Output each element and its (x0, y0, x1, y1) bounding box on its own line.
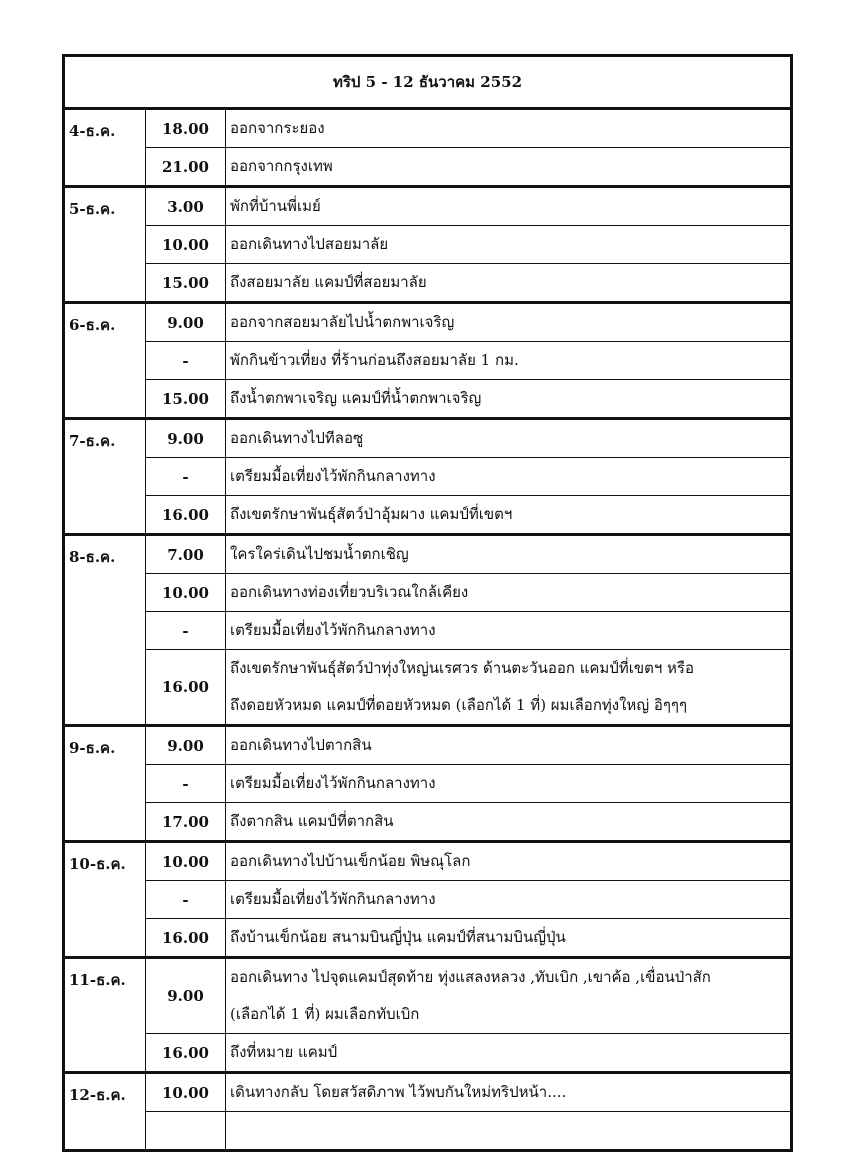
entry-time: 21.00 (146, 148, 226, 187)
day-date: 6-ธ.ค. (64, 303, 146, 419)
entry-time: 16.00 (146, 496, 226, 535)
entry-time: - (146, 458, 226, 496)
entry-time: 9.00 (146, 726, 226, 765)
entry-time: 16.00 (146, 919, 226, 958)
entry-time: 15.00 (146, 264, 226, 303)
schedule-row (64, 1034, 792, 1073)
entry-time: - (146, 612, 226, 650)
activity-line: ถึงน้ำตกพาเจริญ แคมป์ที่น้ำตกพาเจริญ (230, 389, 482, 407)
day-date: 4-ธ.ค. (64, 109, 146, 187)
entry-activity (226, 1112, 792, 1151)
entry-time: 10.00 (146, 1073, 226, 1112)
activity-line: ใครใคร่เดินไปชมน้ำตกเชิญ (230, 545, 409, 563)
entry-time: 10.00 (146, 842, 226, 881)
activity-line: ออกเดินทางไปทีลอซู (230, 429, 364, 447)
schedule-row (64, 881, 792, 919)
schedule-row (64, 1073, 792, 1112)
schedule-row (64, 842, 792, 881)
activity-line: ออกจากระยอง (230, 119, 325, 137)
entry-time: 9.00 (146, 303, 226, 342)
schedule-row (64, 650, 792, 726)
schedule-row (64, 765, 792, 803)
activity-line: ออกเดินทาง ไปจุดแคมป์สุดท้าย ทุ่งแสลงหลวง ,ทับเบิก ,เขาค้อ ,เขื่อนป่าสัก (230, 968, 711, 986)
schedule-row (64, 958, 792, 1034)
entry-time (146, 1112, 226, 1151)
entry-activity (226, 1034, 792, 1073)
entry-activity (226, 881, 792, 919)
entry-activity (226, 726, 792, 765)
entry-activity (226, 380, 792, 419)
day-date: 10-ธ.ค. (64, 842, 146, 958)
schedule-row (64, 574, 792, 612)
activity-line: ถึงเขตรักษาพันธุ์สัตว์ป่าทุ่งใหญ่นเรศวร ด้านตะวันออก แคมป์ที่เขตฯ หรือ (230, 659, 694, 677)
schedule-row (64, 303, 792, 342)
entry-time: 9.00 (146, 419, 226, 458)
entry-activity (226, 1073, 792, 1112)
activity-line: ออกเดินทางไปบ้านเข็กน้อย พิษณุโลก (230, 852, 471, 870)
activity-line: เตรียมมื้อเที่ยงไว้พักกินกลางทาง (230, 774, 436, 792)
entry-activity (226, 803, 792, 842)
schedule-row (64, 496, 792, 535)
activity-line: เตรียมมื้อเที่ยงไว้พักกินกลางทาง (230, 890, 436, 908)
entry-time: 17.00 (146, 803, 226, 842)
entry-activity (226, 765, 792, 803)
entry-activity (226, 226, 792, 264)
activity-line: ถึงบ้านเข็กน้อย สนามบินญี่ปุ่น แคมป์ที่สนามบินญี่ปุ่น (230, 928, 566, 946)
entry-time: 9.00 (146, 958, 226, 1034)
entry-time: 16.00 (146, 1034, 226, 1073)
activity-line: ออกจากสอยมาลัยไปน้ำตกพาเจริญ (230, 313, 455, 331)
trip-title: ทริป 5 - 12 ธันวาคม 2552 (64, 56, 792, 109)
schedule-row (64, 919, 792, 958)
schedule-row (64, 1112, 792, 1151)
entry-time: - (146, 342, 226, 380)
entry-activity (226, 496, 792, 535)
activity-line: ถึงเขตรักษาพันธุ์สัตว์ป่าอุ้มผาง แคมป์ที่เขตฯ (230, 505, 513, 523)
schedule-page (62, 54, 793, 1152)
activity-line: เตรียมมื้อเที่ยงไว้พักกินกลางทาง (230, 621, 436, 639)
activity-line: ถึงตากสิน แคมป์ที่ตากสิน (230, 812, 394, 830)
activity-line: ถึงสอยมาลัย แคมป์ที่สอยมาลัย (230, 273, 427, 291)
activity-line: ออกเดินทางไปตากสิน (230, 736, 372, 754)
entry-activity (226, 919, 792, 958)
entry-activity (226, 535, 792, 574)
entry-time: - (146, 881, 226, 919)
activity-line: พักที่บ้านพี่เมย์ (230, 197, 321, 215)
schedule-row (64, 187, 792, 226)
entry-time: 10.00 (146, 226, 226, 264)
schedule-row (64, 380, 792, 419)
activity-line: (เลือกได้ 1 ที่) ผมเลือกทับเบิก (230, 1005, 420, 1023)
entry-activity (226, 958, 792, 1034)
schedule-table (62, 54, 793, 1152)
day-date: 9-ธ.ค. (64, 726, 146, 842)
entry-activity (226, 148, 792, 187)
schedule-row (64, 612, 792, 650)
activity-line (230, 1112, 786, 1149)
activity-line: พักกินข้าวเที่ยง ที่ร้านก่อนถึงสอยมาลัย 1 กม. (230, 351, 519, 369)
activity-line: ถึงที่หมาย แคมป์ (230, 1043, 338, 1061)
entry-activity (226, 419, 792, 458)
entry-activity (226, 842, 792, 881)
schedule-row (64, 458, 792, 496)
schedule-row (64, 109, 792, 148)
day-date: 12-ธ.ค. (64, 1073, 146, 1151)
schedule-row (64, 535, 792, 574)
entry-activity (226, 612, 792, 650)
entry-activity (226, 303, 792, 342)
activity-line: ถึงดอยหัวหมด แคมป์ที่ดอยหัวหมด (เลือกได้ 1 ที่) ผมเลือกทุ่งใหญ่ อิๆๆๆ (230, 696, 688, 714)
activity-line: ออกเดินทางท่องเที่ยวบริเวณใกล้เคียง (230, 583, 469, 601)
activity-line: เตรียมมื้อเที่ยงไว้พักกินกลางทาง (230, 467, 436, 485)
entry-activity (226, 574, 792, 612)
title-row (64, 56, 792, 109)
entry-activity (226, 264, 792, 303)
entry-activity (226, 650, 792, 726)
entry-time: 16.00 (146, 650, 226, 726)
entry-time: - (146, 765, 226, 803)
entry-time: 3.00 (146, 187, 226, 226)
schedule-row (64, 226, 792, 264)
entry-time: 10.00 (146, 574, 226, 612)
activity-line: เดินทางกลับ โดยสวัสดิภาพ ไว้พบกันใหม่ทริปหน้า.... (230, 1083, 567, 1101)
schedule-row (64, 419, 792, 458)
activity-line: ออกจากกรุงเทพ (230, 157, 333, 175)
schedule-row (64, 148, 792, 187)
schedule-row (64, 342, 792, 380)
day-date: 8-ธ.ค. (64, 535, 146, 726)
day-date: 7-ธ.ค. (64, 419, 146, 535)
entry-time: 18.00 (146, 109, 226, 148)
entry-activity (226, 458, 792, 496)
entry-time: 15.00 (146, 380, 226, 419)
entry-time: 7.00 (146, 535, 226, 574)
schedule-row (64, 264, 792, 303)
entry-activity (226, 109, 792, 148)
entry-activity (226, 342, 792, 380)
entry-activity (226, 187, 792, 226)
activity-line: ออกเดินทางไปสอยมาลัย (230, 235, 389, 253)
day-date: 11-ธ.ค. (64, 958, 146, 1073)
schedule-row (64, 803, 792, 842)
day-date: 5-ธ.ค. (64, 187, 146, 303)
schedule-row (64, 726, 792, 765)
